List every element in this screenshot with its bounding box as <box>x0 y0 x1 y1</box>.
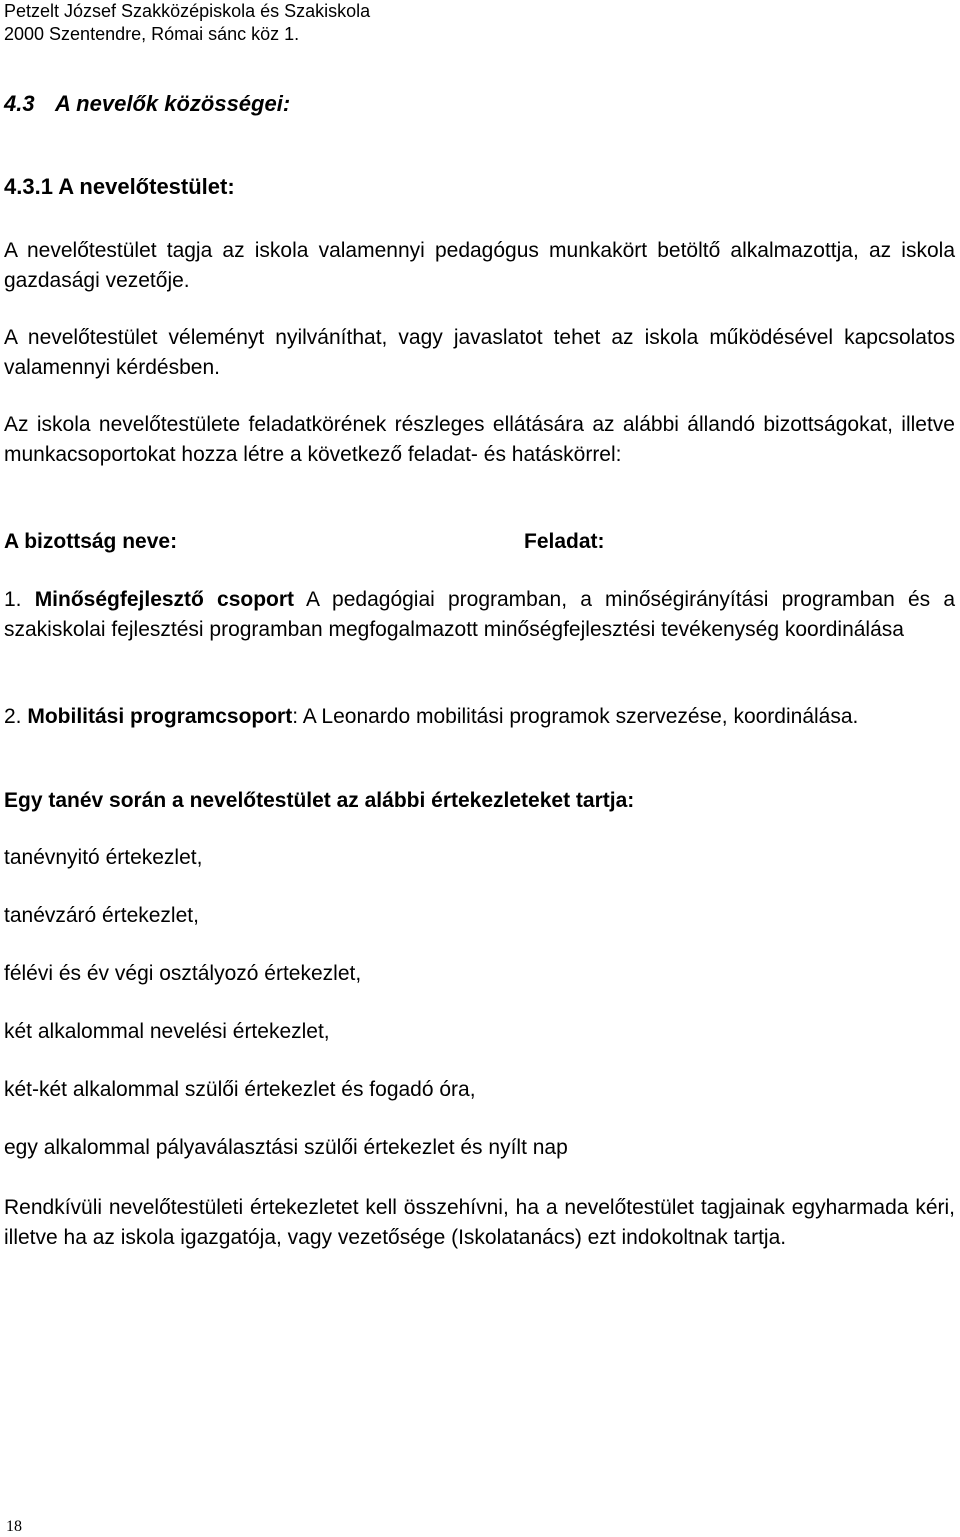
committee-task-header: Feladat: <box>524 530 605 553</box>
paragraph-opinion: A nevelőtestület véleményt nyilváníthat, vagy javaslatot tehet az iskola működésével kapcsolatos valamennyi kérdésben. <box>4 326 955 379</box>
meeting-item: két alkalommal nevelési értekezlet, <box>4 1020 330 1043</box>
section-number: 4.3 <box>4 91 35 116</box>
section-heading <box>4 91 290 117</box>
meeting-item: tanévzáró értekezlet, <box>4 904 199 927</box>
subsection-number: 4.3.1 <box>4 174 53 199</box>
committee-item-number: 1. <box>4 588 22 611</box>
subsection-heading <box>4 174 235 200</box>
section-title: A nevelők közösségei: <box>55 91 291 116</box>
meeting-item: egy alkalommal pályaválasztási szülői értekezlet és nyílt nap <box>4 1136 568 1159</box>
meetings-heading: Egy tanév során a nevelőtestület az alábbi értekezleteket tartja: <box>4 789 635 812</box>
school-name: Petzelt József Szakközépiskola és Szakiskola <box>4 1 371 21</box>
meeting-item: félévi és év végi osztályozó értekezlet, <box>4 962 362 985</box>
meeting-item: két-két alkalommal szülői értekezlet és fogadó óra, <box>4 1078 476 1101</box>
committee-item-task: : A Leonardo mobilitási programok szervezése, koordinálása. <box>292 705 859 728</box>
committee-item-number: 2. <box>4 705 22 728</box>
committee-item-task: A pedagógiai programban, a minőségirányítási programban és a szakiskolai fejlesztési programban megfogalmazott minőségfejlesztési tevékenység koordinálása <box>4 588 955 641</box>
page-number: 18 <box>6 1518 22 1535</box>
paragraph-extraordinary-meeting: Rendkívüli nevelőtestületi értekezletet kell összehívni, ha a nevelőtestület tagjainak egyharmada kéri, illetve ha az iskola igazgatója, vagy vezetősége (Iskolatanács) ezt indokoltnak tartja. <box>4 1196 955 1249</box>
committee-item <box>4 702 955 732</box>
committee-item-name: Minőségfejlesztő csoport <box>34 588 295 611</box>
committee-name-header: A bizottság neve: <box>4 530 178 553</box>
committee-item-name: Mobilitási programcsoport <box>27 705 293 728</box>
paragraph-members: A nevelőtestület tagja az iskola valamennyi pedagógus munkakört betöltő alkalmazottja, az iskola gazdasági vezetője. <box>4 239 955 292</box>
committee-item <box>4 585 955 645</box>
paragraph-committees: Az iskola nevelőtestülete feladatkörének részleges ellátására az alábbi állandó bizottságokat, illetve munkacsoportokat hozza létre a következő feladat- és hatáskörrel: <box>4 413 955 466</box>
meeting-item: tanévnyitó értekezlet, <box>4 846 203 869</box>
subsection-title: A nevelőtestület: <box>58 174 235 199</box>
school-address: 2000 Szentendre, Római sánc köz 1. <box>4 24 300 44</box>
